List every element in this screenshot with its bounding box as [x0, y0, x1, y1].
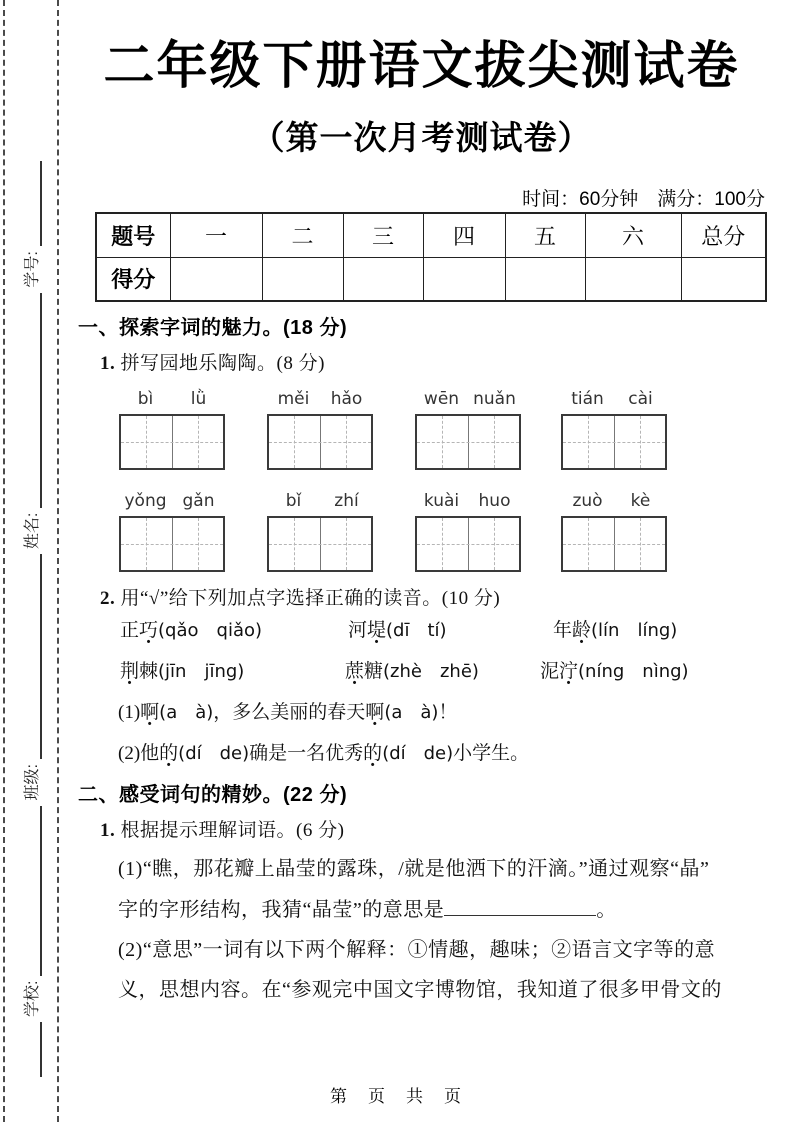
question-2-1	[100, 815, 344, 842]
dotted-char: 啊	[140, 702, 160, 723]
class-label: 班级:	[24, 764, 41, 801]
grid-line	[269, 442, 371, 443]
pinyin-syllable: wēn	[423, 389, 460, 409]
header-cell-3: 三	[343, 213, 423, 257]
pinyin-syllable: nuǎn	[473, 389, 516, 409]
paragraph-line: (1)“瞧，那花瓣上晶莹的露珠，/就是他洒下的汗滴。”通过观察“晶”	[118, 858, 710, 880]
grid-line	[269, 544, 371, 545]
question-number: 2.	[100, 588, 116, 609]
pinyin-options: (dí de)	[382, 743, 454, 764]
header-cell-2: 二	[262, 213, 343, 257]
score-cell[interactable]	[170, 257, 262, 301]
text-segment: (1)	[118, 702, 141, 723]
grid-line	[198, 416, 199, 468]
school-label: 学校:	[24, 980, 41, 1017]
dotted-char: 荆	[120, 661, 140, 682]
student-info-strip	[14, 17, 42, 1077]
grid-line	[563, 544, 665, 545]
pinyin-options: (a à)	[159, 702, 214, 723]
text-segment: 确是一名优秀	[249, 743, 364, 764]
dotted-char: 泞	[559, 661, 579, 682]
grid-line	[146, 518, 147, 570]
dotted-char: 蔗	[345, 661, 365, 682]
writing-grid[interactable]	[415, 516, 521, 572]
score-table-header-row	[96, 213, 766, 257]
pinyin-syllable: kè	[630, 491, 651, 511]
score-label-cell: 得分	[96, 257, 170, 301]
question-number: 1.	[100, 353, 116, 374]
text-segment: (2)他	[118, 743, 160, 764]
pinyin-syllable: měi	[277, 389, 310, 409]
grid-line	[442, 518, 443, 570]
sub-question-2	[118, 738, 529, 765]
writing-grid[interactable]	[267, 516, 373, 572]
paragraph-line	[118, 893, 617, 922]
grid-line	[146, 416, 147, 468]
question-1-2	[100, 583, 500, 610]
dotted-char: 的	[159, 743, 179, 764]
writing-grid[interactable]	[267, 414, 373, 470]
section-2-heading: 二、感受词句的精妙。(22 分)	[78, 784, 348, 806]
grid-line	[494, 416, 495, 468]
page-subtitle: （第一次月考测试卷）	[251, 119, 592, 156]
dotted-char: 啊	[365, 702, 385, 723]
leading-blank-line[interactable]	[38, 1022, 42, 1077]
word-choice-item[interactable]	[540, 656, 689, 683]
header-cell-1: 一	[170, 213, 262, 257]
text-segment: ！	[438, 702, 458, 723]
name-label: 姓名:	[24, 512, 41, 550]
page-footer: 第 页 共 页	[330, 1087, 463, 1106]
pinyin-label	[267, 389, 373, 409]
pinyin-syllable: tián	[571, 389, 604, 409]
grid-line	[198, 518, 199, 570]
dotted-char: 巧	[139, 620, 159, 641]
pinyin-options: (dí de)	[178, 743, 250, 764]
dotted-char: 龄	[572, 620, 592, 641]
pinyin-options: (níng nìng)	[578, 661, 689, 682]
grid-line	[417, 544, 519, 545]
pinyin-options: (zhè zhē)	[383, 661, 479, 682]
pinyin-options: (dī tí)	[386, 620, 447, 641]
sub-question-1	[118, 697, 457, 724]
grid-line	[294, 518, 295, 570]
grid-line	[346, 416, 347, 468]
grid-line	[563, 442, 665, 443]
word-choice-item[interactable]	[120, 656, 244, 683]
header-cell-question-no: 题号	[96, 213, 170, 257]
dotted-char: 堤	[367, 620, 387, 641]
text-segment: 字的字形结构，我猜“晶莹”的意思是	[118, 899, 445, 921]
question-number: 1.	[100, 820, 116, 841]
pinyin-label	[415, 389, 521, 409]
header-cell-4: 四	[423, 213, 505, 257]
writing-grid[interactable]	[119, 516, 225, 572]
score-cell[interactable]	[423, 257, 505, 301]
page-title: 二年级下册语文拔尖测试卷	[103, 37, 740, 94]
word-choice-item[interactable]	[345, 656, 479, 683]
text-segment: 小学生。	[453, 743, 530, 764]
grid-line	[346, 518, 347, 570]
word-char: 河	[348, 620, 368, 641]
writing-grid[interactable]	[561, 516, 667, 572]
pinyin-syllable: cài	[628, 389, 653, 409]
school-blank-line[interactable]	[38, 806, 42, 976]
pinyin-label	[267, 491, 373, 511]
writing-grid[interactable]	[415, 414, 521, 470]
score-table	[95, 212, 767, 302]
question-text: 用“√”给下列加点字选择正确的读音。(10 分)	[120, 588, 501, 609]
grid-line	[121, 544, 223, 545]
score-table-score-row	[96, 257, 766, 301]
text-segment: ，多么美丽的春天	[213, 702, 366, 723]
grid-line	[588, 518, 589, 570]
pinyin-syllable: kuài	[423, 491, 460, 511]
header-cell-total: 总分	[681, 213, 766, 257]
exam-meta: 时间：60分钟 满分：100分	[522, 189, 765, 210]
pinyin-label	[119, 491, 225, 511]
grid-line	[417, 442, 519, 443]
pinyin-options: (jīn jīng)	[158, 661, 245, 682]
pinyin-syllable: yǒng	[124, 491, 167, 511]
score-cell[interactable]	[343, 257, 423, 301]
word-char: 棘	[139, 661, 159, 682]
paragraph-line: (2)“意思”一词有以下两个解释：①情趣，趣味；②语言文字等的意	[118, 939, 716, 961]
grid-line	[121, 442, 223, 443]
pinyin-syllable: gǎn	[182, 491, 215, 511]
paragraph-line: 义，思想内容。在“参观完中国文字博物馆，我知道了很多甲骨文的	[118, 979, 722, 1001]
class-blank-line[interactable]	[38, 554, 42, 759]
grid-line	[494, 518, 495, 570]
dotted-char: 的	[363, 743, 383, 764]
pinyin-syllable: zuò	[572, 491, 603, 511]
word-char: 泥	[540, 661, 560, 682]
pinyin-label	[415, 491, 521, 511]
word-choice-item[interactable]	[120, 615, 262, 642]
text-segment: 。	[596, 899, 617, 921]
word-char: 年	[553, 620, 573, 641]
grid-line	[640, 416, 641, 468]
grid-line	[640, 518, 641, 570]
writing-grid[interactable]	[561, 414, 667, 470]
word-choice-item[interactable]	[553, 615, 677, 642]
pinyin-label	[119, 389, 225, 409]
pinyin-options: (lín líng)	[591, 620, 678, 641]
pinyin-label	[561, 491, 667, 511]
student-id-label: 学号:	[24, 251, 41, 288]
answer-blank[interactable]	[444, 900, 596, 916]
pinyin-syllable: lǜ	[190, 389, 207, 409]
pinyin-syllable: huo	[478, 491, 511, 511]
word-char: 糖	[364, 661, 384, 682]
score-cell[interactable]	[505, 257, 585, 301]
score-cell-total[interactable]	[681, 257, 766, 301]
pinyin-label	[561, 389, 667, 409]
question-1-1	[100, 348, 325, 375]
pinyin-options: (qǎo qiǎo)	[158, 620, 263, 641]
writing-grid[interactable]	[119, 414, 225, 470]
student-id-blank-line[interactable]	[38, 161, 42, 246]
header-cell-5: 五	[505, 213, 585, 257]
pinyin-syllable: zhí	[334, 491, 359, 511]
pinyin-syllable: bǐ	[285, 491, 302, 511]
left-edge-dashed-line	[3, 0, 5, 1122]
score-cell[interactable]	[262, 257, 343, 301]
section-1-heading: 一、探索字词的魅力。(18 分)	[78, 317, 348, 339]
grid-line	[588, 416, 589, 468]
grid-line	[294, 416, 295, 468]
word-char: 正	[120, 620, 140, 641]
question-text: 拼写园地乐陶陶。(8 分)	[120, 353, 325, 374]
seal-dashed-line	[57, 0, 59, 1122]
question-text: 根据提示理解词语。(6 分)	[120, 820, 345, 841]
name-blank-line[interactable]	[38, 293, 42, 508]
header-cell-6: 六	[585, 213, 681, 257]
pinyin-options: (a à)	[384, 702, 439, 723]
pinyin-syllable: bì	[137, 389, 154, 409]
word-choice-item[interactable]	[348, 615, 447, 642]
score-cell[interactable]	[585, 257, 681, 301]
pinyin-syllable: hǎo	[330, 389, 363, 409]
grid-line	[442, 416, 443, 468]
